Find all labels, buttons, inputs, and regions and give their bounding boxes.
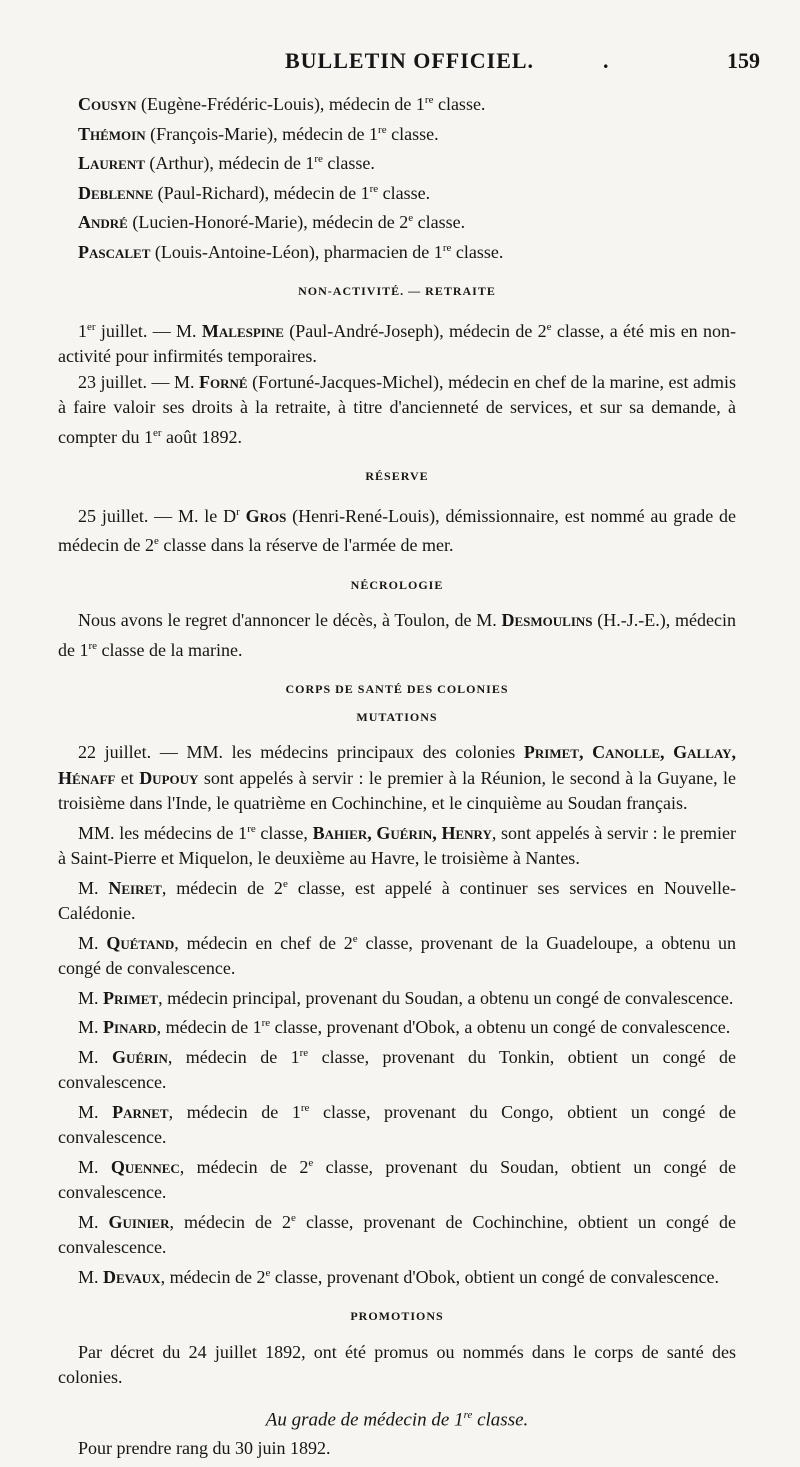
heading-non-activite: NON-ACTIVITÉ. — RETRAITE	[298, 284, 496, 298]
heading-necrologie: NÉCROLOGIE	[350, 577, 444, 592]
paragraph-forne: 23 juillet. — M. Forné (Fortuné-Jacques-Michel), médecin en chef de la marine, est admis à faire valoir ses droits à la retraite, à titre d'ancienneté de services, et sur sa demande, à compter du 1er août 1892.	[58, 371, 737, 447]
staff-entry: Cousyn (Eugène-Frédéric-Louis), médecin de 1re classe.	[78, 94, 486, 114]
mutation-entry: M. Parnet, médecin de 1re classe, provenant du Congo, obtient un congé de convalescence.	[58, 1101, 736, 1147]
paragraph-gros: 25 juillet. — M. le $D^r$ Gros (Henri-René-Louis), démissionnaire, est nommé au grade de médecin de 2e classe dans la réserve de l'armée de mer.	[58, 505, 736, 555]
mutation-entry: M. Quétand, médecin en chef de 2e classe, provenant de la Guadeloupe, a obtenu un congé de convalescence.	[58, 932, 737, 978]
paragraph-rang: Pour prendre rang du 30 juin 1892.	[78, 1438, 331, 1459]
mutation-entry: M. Quennec, médecin de 2e classe, provenant du Soudan, obtient un congé de convalescence.	[58, 1156, 736, 1202]
heading-promotions: PROMOTIONS	[350, 1309, 444, 1323]
paragraph-decret: Par décret du 24 juillet 1892, ont été promus ou nommés dans le corps de santé des colonies.	[58, 1341, 736, 1387]
header-dot: .	[603, 48, 609, 73]
paragraph-bahier: MM. les médecins de 1re classe, Bahier, Guérin, Henry, sont appelés à servir : le premier à Saint-Pierre et Miquelon, le deuxième au Havre, le troisième à Nantes.	[58, 822, 737, 868]
top-list	[58, 88, 736, 265]
mutation-entry: M. Primet, médecin principal, provenant du Soudan, a obtenu un congé de convalescence.	[78, 987, 734, 1008]
staff-entry: Deblenne (Paul-Richard), médecin de 1re classe.	[78, 182, 431, 203]
heading-colonies: CORPS DE SANTÉ DES COLONIES	[285, 682, 509, 696]
page-header	[40, 48, 760, 78]
mutation-entry: M. Guérin, médecin de 1re classe, provenant du Tonkin, obtient un congé de convalescence.	[58, 1046, 737, 1092]
paragraph-malespine: 1er juillet. — M. Malespine (Paul-André-Joseph), médecin de 2e classe, a été mis en non-activité pour infirmités temporaires.	[58, 320, 737, 366]
running-title: BULLETIN OFFICIEL.	[285, 48, 535, 73]
mutation-entry: M. Neiret, médecin de 2e classe, est appelé à continuer ses services en Nouvelle-Calédonie.	[58, 877, 737, 923]
mutation-entry: M. Guinier, médecin de 2e classe, provenant de Cochinchine, obtient un congé de convalescence.	[58, 1211, 736, 1257]
staff-entry: Laurent (Arthur), médecin de 1re classe.	[78, 153, 375, 173]
heading-reserve: RÉSERVE	[365, 469, 429, 483]
paragraph-principaux: 22 juillet. — MM. les médecins principaux des colonies Primet, Canolle, Gallay, Hénaff et Dupouy sont appelés à servir : le premier à la Réunion, le second à la Guyane, le troisième dans l'Inde, le quatrième en Cochinchine, et le cinquième au Soudan français.	[58, 742, 736, 813]
staff-entry: André (Lucien-Honoré-Marie), médecin de 2e classe.	[78, 212, 466, 232]
grade-heading: Au grade de médecin de 1re classe.	[265, 1408, 529, 1430]
mutation-entry: M. Devaux, médecin de 2e classe, provenant d'Obok, obtient un congé de convalescence.	[78, 1266, 720, 1287]
mutation-list	[58, 872, 736, 1291]
mutation-entry: M. Pinard, médecin de 1re classe, provenant d'Obok, a obtenu un congé de convalescence.	[78, 1017, 731, 1037]
staff-entry: Thémoin (François-Marie), médecin de 1re classe.	[78, 123, 439, 144]
heading-mutations: MUTATIONS	[356, 709, 438, 724]
staff-entry: Pascalet (Louis-Antoine-Léon), pharmacien de 1re classe.	[78, 241, 504, 262]
body-text	[58, 88, 736, 1462]
page-number: 159	[727, 48, 760, 73]
paragraph-desmoulins: Nous avons le regret d'annoncer le décès, à Toulon, de M. Desmoulins (H.-J.-E.), médecin de 1re classe de la marine.	[58, 610, 736, 660]
